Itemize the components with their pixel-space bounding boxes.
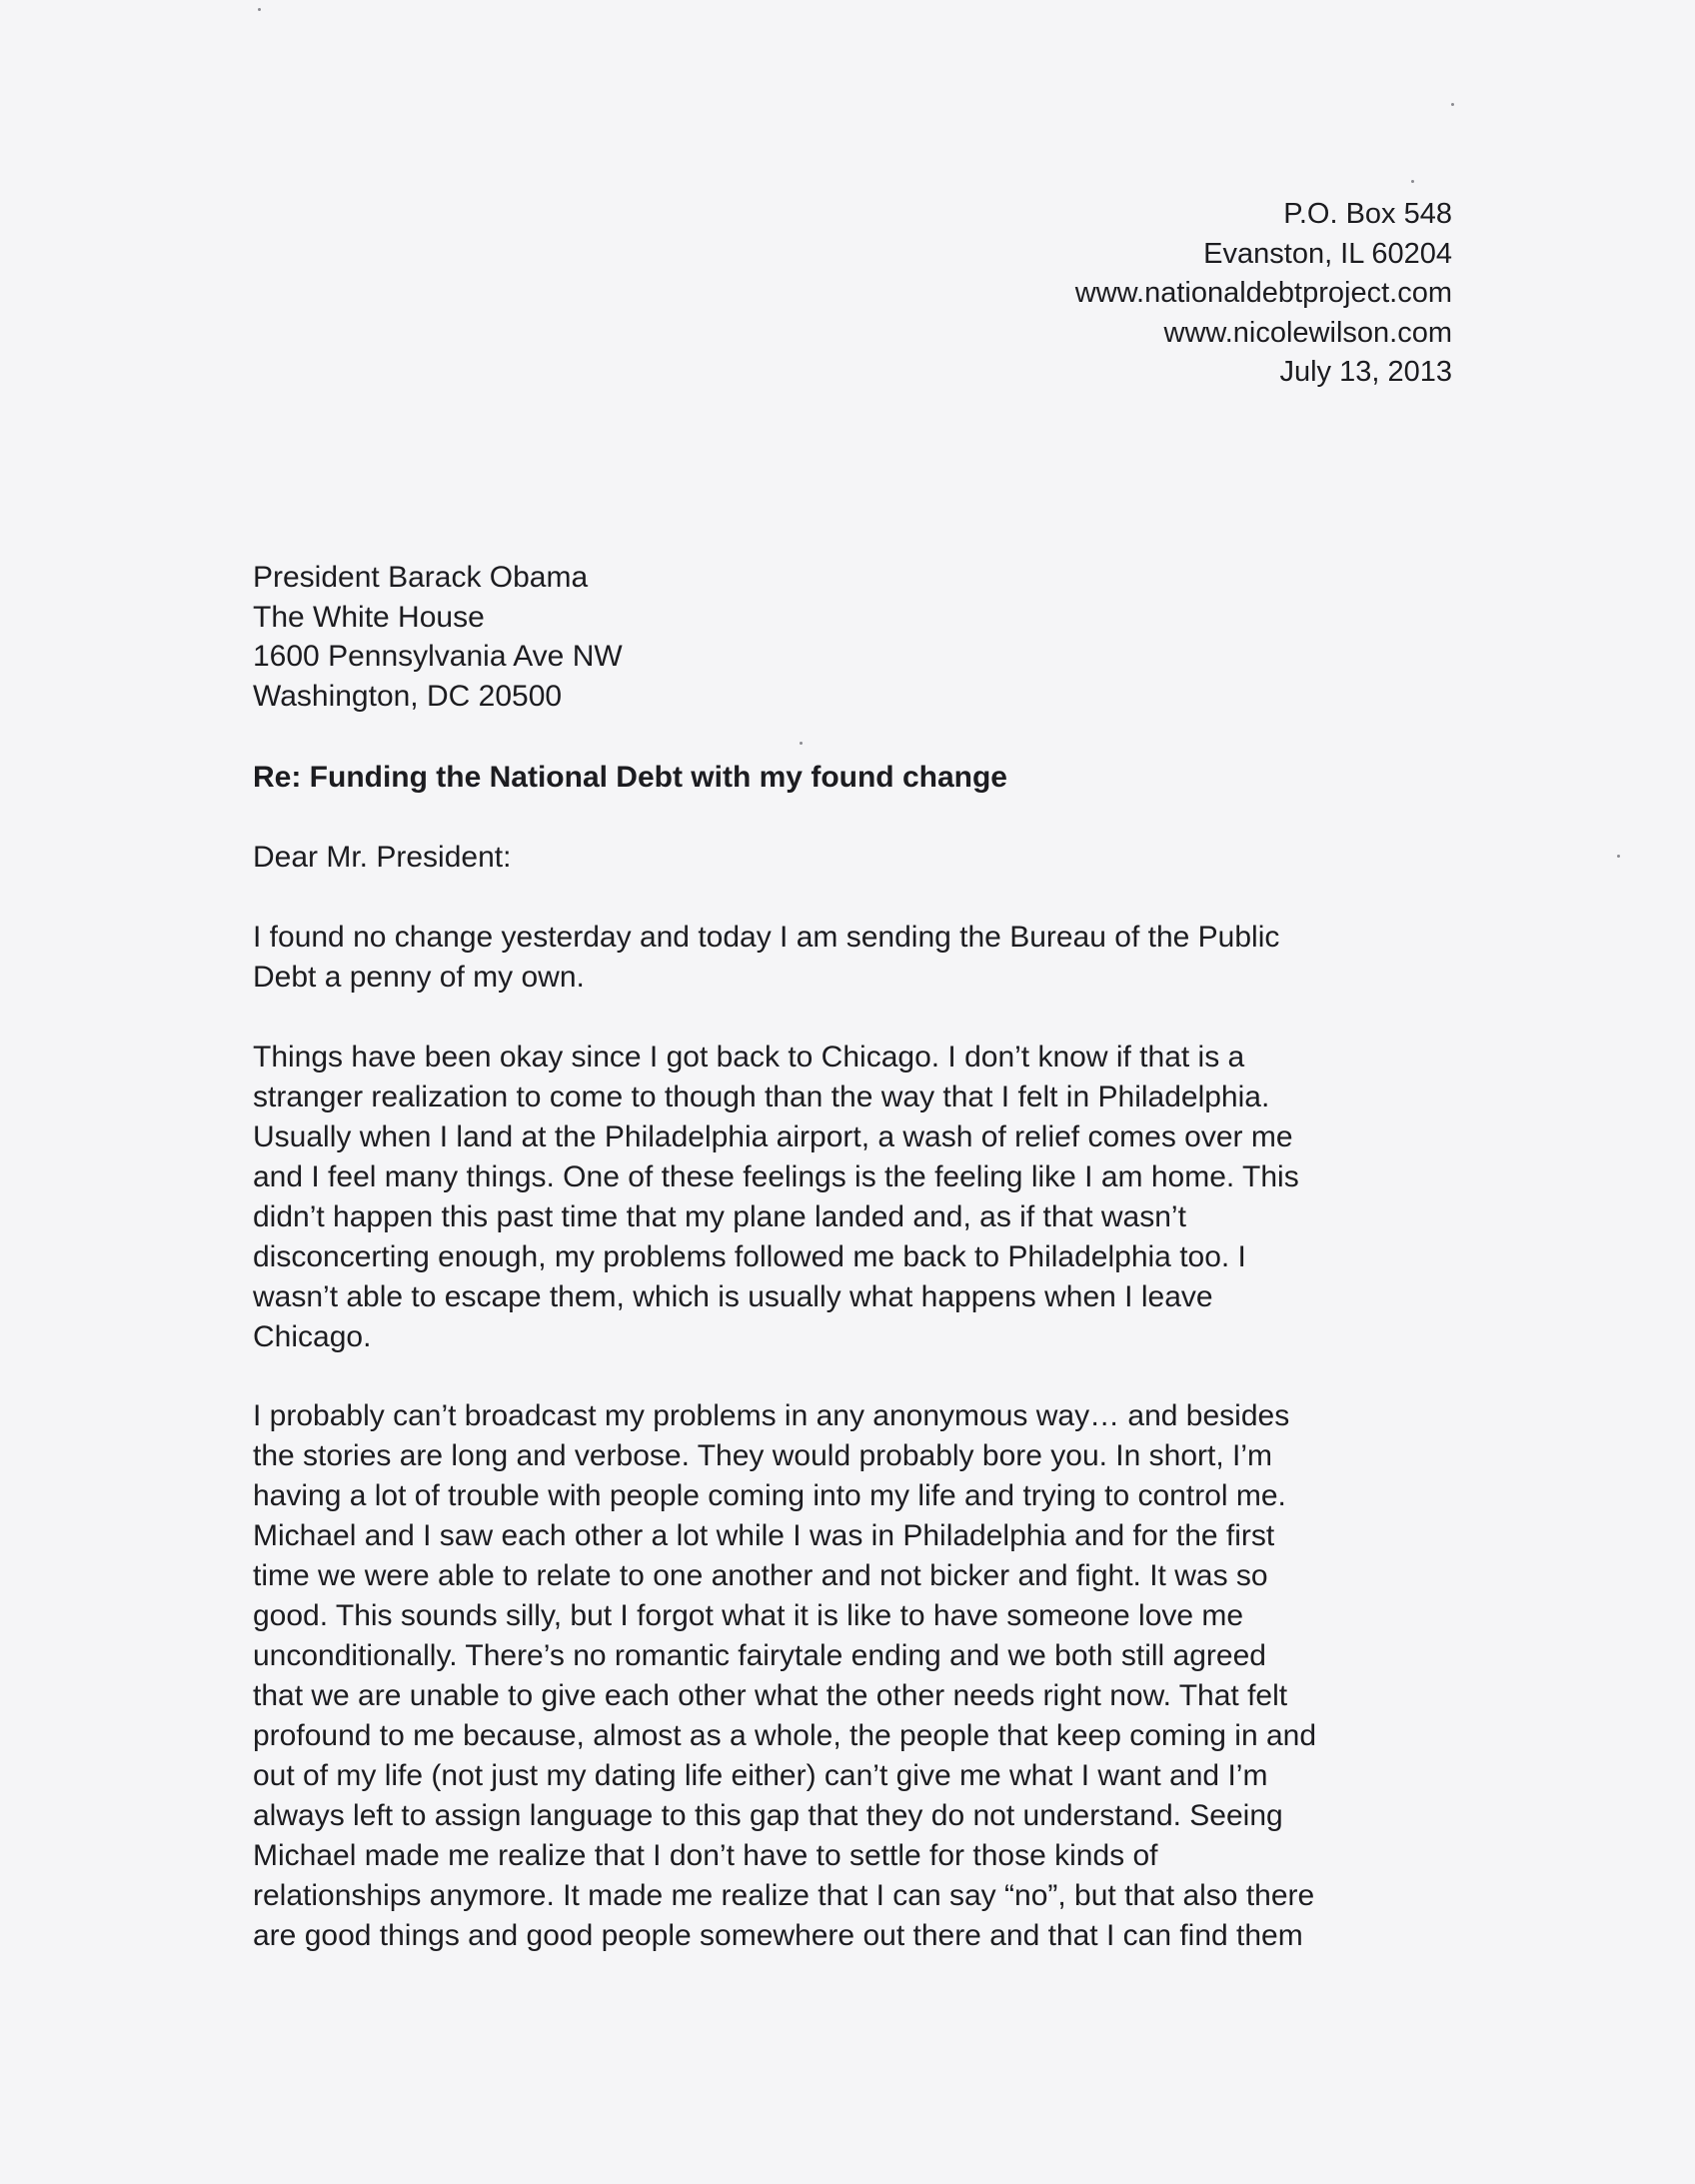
text-line: stranger realization to come to though than the way that I felt in Philadelphia.	[253, 1081, 1270, 1113]
text-line: Usually when I land at the Philadelphia airport, a wash of relief comes over me	[253, 1120, 1293, 1153]
address-line: Evanston, IL 60204	[1203, 237, 1452, 270]
text-line: Michael and I saw each other a lot while I was in Philadelphia and for the first	[253, 1519, 1275, 1552]
subject-line: Re: Funding the National Debt with my found change	[253, 761, 1007, 794]
return-address	[1075, 195, 1452, 393]
text-line: disconcerting enough, my problems followed me back to Philadelphia too. I	[253, 1240, 1246, 1273]
recipient-address	[253, 558, 623, 716]
body-paragraph	[253, 1396, 1316, 1956]
text-line: always left to assign language to this gap that they do not understand. Seeing	[253, 1799, 1283, 1832]
scan-speck	[1617, 855, 1620, 858]
text-line: and I feel many things. One of these feelings is the feeling like I am home. This	[253, 1160, 1299, 1193]
scan-speck	[1411, 180, 1414, 183]
text-line: didn’t happen this past time that my plane landed and, as if that wasn’t	[253, 1200, 1186, 1233]
text-line: I probably can’t broadcast my problems in any anonymous way… and besides	[253, 1399, 1290, 1432]
scan-speck	[800, 742, 803, 745]
text-line: the stories are long and verbose. They would probably bore you. In short, I’m	[253, 1439, 1273, 1472]
scan-speck	[1451, 103, 1454, 106]
recipient-line: President Barack Obama	[253, 561, 589, 594]
text-line: out of my life (not just my dating life either) can’t give me what I want and I’m	[253, 1759, 1268, 1792]
recipient-line: Washington, DC 20500	[253, 679, 563, 713]
text-line: are good things and good people somewhere out there and that I can find them	[253, 1919, 1303, 1952]
text-line: relationships anymore. It made me realize that I can say “no”, but that also there	[253, 1879, 1315, 1912]
text-line: Michael made me realize that I don’t have to settle for those kinds of	[253, 1839, 1158, 1872]
address-line: www.nationaldebtproject.com	[1074, 277, 1452, 309]
text-line: that we are unable to give each other what the other needs right now. That felt	[253, 1679, 1288, 1712]
text-line: unconditionally. There’s no romantic fairytale ending and we both still agreed	[253, 1639, 1266, 1672]
text-line: good. This sounds silly, but I forgot what it is like to have someone love me	[253, 1599, 1244, 1632]
text-line: having a lot of trouble with people coming into my life and trying to control me.	[253, 1479, 1286, 1512]
address-line: P.O. Box 548	[1283, 198, 1452, 230]
body-paragraph	[253, 918, 1279, 998]
salutation: Dear Mr. President:	[253, 841, 512, 874]
text-line: profound to me because, almost as a whole, the people that keep coming in and	[253, 1719, 1317, 1752]
body-paragraph	[253, 1038, 1299, 1357]
text-line: Debt a penny of my own.	[253, 961, 585, 994]
text-line: I found no change yesterday and today I am sending the Bureau of the Public	[253, 921, 1280, 954]
text-line: wasn’t able to escape them, which is usually what happens when I leave	[253, 1280, 1213, 1313]
recipient-line: 1600 Pennsylvania Ave NW	[253, 640, 623, 673]
text-line: time we were able to relate to one another and not bicker and fight. It was so	[253, 1559, 1268, 1592]
letter-date: July 13, 2013	[1279, 356, 1452, 388]
text-line: Things have been okay since I got back to Chicago. I don’t know if that is a	[253, 1041, 1245, 1074]
text-line: Chicago.	[253, 1320, 372, 1353]
recipient-line: The White House	[253, 600, 485, 634]
scan-speck	[258, 8, 261, 11]
address-line: www.nicolewilson.com	[1163, 316, 1452, 349]
